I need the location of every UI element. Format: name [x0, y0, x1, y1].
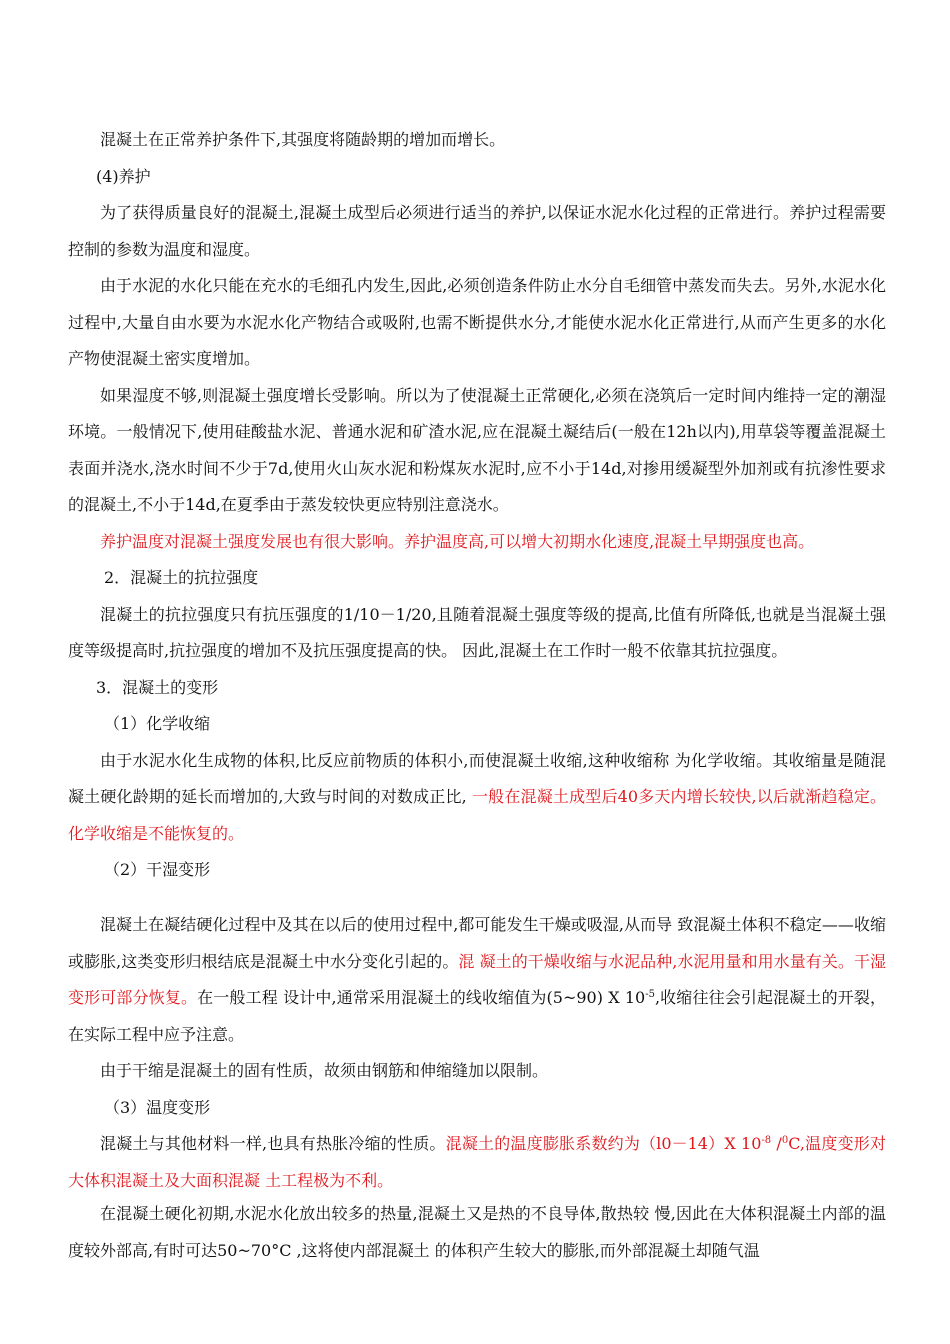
text-run-highlight: 混 凝土的干燥收缩与水泥品种,水泥用量和用水量有关。干湿变形可部分恢复。: [68, 951, 886, 1007]
text-run: 由于水泥的水化只能在充水的毛细孔内发生,因此,必须创造条件防止水分自毛细管中蒸发而失去。另外,水泥水化过程中,大量自由水要为水泥水化产物结合或吸附,也需不断提供水分,才能使水泥水化正常进行,从而产生更多的水化产物使混凝土密实度增加。: [68, 276, 886, 368]
superscript-exponent: -5: [645, 989, 655, 1000]
text-run: (4)养护: [96, 166, 151, 186]
text-run-highlight: C,温度变形对大体积混凝土及大面积混凝 土工程极为不利。: [68, 1134, 886, 1190]
text-run: 混凝土在正常养护条件下,其强度将随龄期的增加而增长。: [100, 130, 506, 149]
text-run: （3）温度变形: [104, 1097, 211, 1117]
text-run-highlight: 混凝土的温度膨胀系数约为（l0－14）X 10: [445, 1134, 762, 1153]
heading-tensile-strength: [68, 560, 886, 597]
text-block-1: [68, 122, 886, 889]
superscript-degree: 0: [781, 1135, 789, 1146]
text-block-2: [68, 907, 886, 1199]
superscript-exponent: -8: [761, 1135, 772, 1146]
paragraph-hydration-heat: [68, 1196, 886, 1269]
text-run: 在混凝土硬化初期,水泥水化放出较多的热量,混凝土又是热的不良导体,散热较 慢,因此在大体积混凝土内部的温度较外部高,有时可达50~70°C ,这将使内部混凝土 的体积产生较大的膨胀,而外部混凝土却随气温: [68, 1204, 886, 1260]
paragraph-curing-purpose: [68, 195, 886, 268]
text-run: 为了获得质量良好的混凝土,混凝土成型后必须进行适当的养护,以保证水泥水化过程的正常进行。养护过程需要控制的参数为温度和湿度。: [68, 203, 886, 259]
text-run: 2．混凝土的抗拉强度: [104, 568, 259, 587]
paragraph-thermal-expansion: [68, 1126, 886, 1199]
text-run: （1）化学收缩: [104, 714, 211, 733]
heading-chemical-shrinkage: [68, 706, 886, 743]
text-run: 混凝土与其他材料一样,也具有热胀冷缩的性质。: [100, 1134, 446, 1153]
text-run: ,收缩往往会引起混凝土的开裂，在实际工程中应予注意。: [68, 988, 886, 1044]
paragraph-humidity: [68, 378, 886, 524]
heading-deformation: [68, 670, 886, 707]
paragraph-strength-growth: [68, 122, 886, 159]
paragraph-capillary-water: [68, 268, 886, 378]
paragraph-wet-dry-deformation: [68, 907, 886, 1053]
text-run: 养护温度对混凝土强度发展也有很大影响。养护温度高,可以增大初期水化速度,混凝土早期强度也高。: [100, 531, 815, 551]
text-run: 如果湿度不够,则混凝土强度增长受影响。所以为了使混凝土正常硬化,必须在浇筑后一定时间内维持一定的潮湿环境。一般情况下,使用硅酸盐水泥、普通水泥和矿渣水泥,应在混凝土凝结后(一般在12h以内),用草袋等覆盖混凝土表面并浇水,浇水时间不少于7d,使用火山灰水泥和粉煤灰水泥时,应不小于14d,对掺用缓凝型外加剂或有抗渗性要求的混凝土,不小于14d,在夏季由于蒸发较快更应特别注意浇水。: [68, 385, 886, 514]
heading-temperature-deformation: [68, 1090, 886, 1127]
text-run-highlight: 一般在混凝土成型后40多天内增长较快,以后就渐趋稳定。化学收缩是不能恢复的。: [68, 787, 886, 843]
heading-curing: [68, 159, 886, 196]
text-run: 由于水泥水化生成物的体积,比反应前物质的体积小,而使混凝土收缩,这种收缩称 为化学收缩。其收缩量是随混凝土硬化龄期的延长而增加的,大致与时间的对数成正比,: [68, 750, 886, 806]
text-run: 由于干缩是混凝土的固有性质，故须由钢筋和伸缩缝加以限制。: [100, 1061, 549, 1080]
text-run: 在一般工程 设计中,通常采用混凝土的线收缩值为(5~90) X 10: [197, 988, 646, 1007]
paragraph-drying-shrinkage-limit: [68, 1053, 886, 1090]
text-run: 混凝土在凝结硬化过程中及其在以后的使用过程中,都可能发生干燥或吸湿,从而导 致混凝土体积不稳定——收缩或膨胀,这类变形归根结底是混凝土中水分变化引起的。: [68, 915, 886, 971]
paragraph-tensile-strength: [68, 597, 886, 670]
paragraph-chemical-shrinkage: [68, 743, 886, 853]
text-run-highlight: /: [771, 1134, 782, 1153]
text-run: 混凝土的抗拉强度只有抗压强度的1/10－1/20,且随着混凝土强度等级的提高,比值有所降低,也就是当混凝土强度等级提高时,抗拉强度的增加不及抗压强度提高的快。 因此,混凝土在工作时一般不依靠其抗拉强度。: [68, 604, 886, 660]
text-block-3: [68, 1196, 886, 1269]
text-run: 3．混凝土的变形: [96, 677, 219, 697]
heading-wet-dry-deformation: [68, 852, 886, 889]
text-run: （2）干湿变形: [104, 860, 211, 879]
paragraph-curing-temperature: [68, 524, 886, 561]
